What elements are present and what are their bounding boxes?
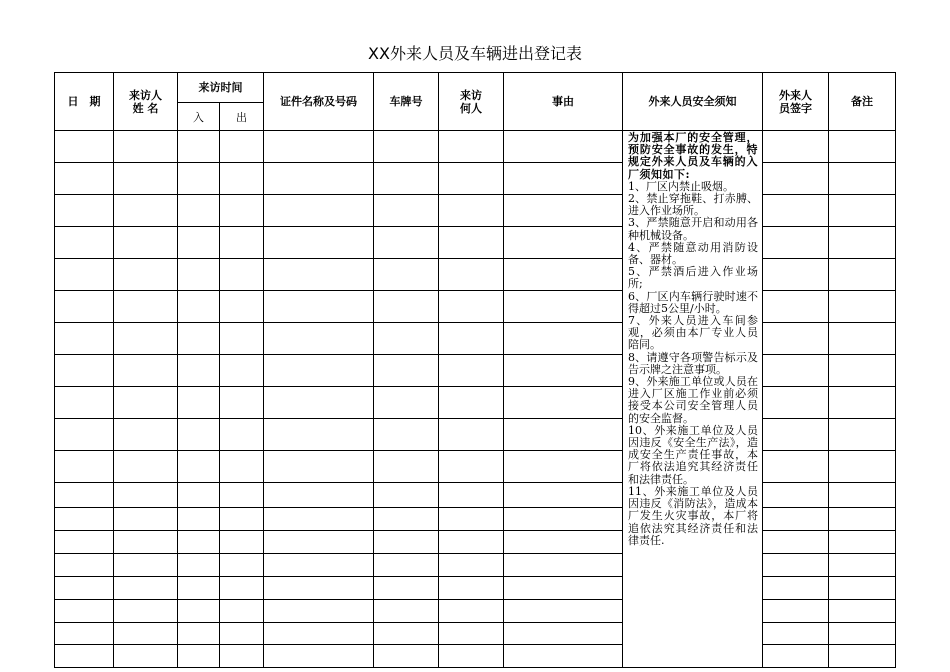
notice-item: 6、厂区内车辆行驶时速不得超过5公里/小时。: [628, 289, 758, 315]
entry-cell[interactable]: [178, 508, 220, 531]
entry-cell[interactable]: [829, 419, 896, 451]
form-title: XX外来人员及车辆进出登记表: [368, 44, 582, 63]
entry-cell[interactable]: [439, 577, 504, 600]
entry-cell[interactable]: [763, 163, 829, 195]
entry-cell[interactable]: [220, 508, 264, 531]
entry-cell[interactable]: [504, 577, 623, 600]
entry-cell[interactable]: [55, 600, 114, 623]
entry-cell[interactable]: [829, 623, 896, 645]
entry-cell[interactable]: [178, 259, 220, 291]
entry-cell[interactable]: [264, 645, 374, 668]
entry-cell[interactable]: [55, 623, 114, 645]
entry-cell[interactable]: [114, 259, 178, 291]
entry-cell[interactable]: [504, 387, 623, 419]
entry-cell[interactable]: [374, 508, 439, 531]
entry-cell[interactable]: [504, 600, 623, 623]
entry-cell[interactable]: [114, 323, 178, 355]
entry-cell[interactable]: [178, 387, 220, 419]
table-row: [55, 623, 896, 645]
entry-cell[interactable]: [374, 419, 439, 451]
entry-cell[interactable]: [178, 451, 220, 483]
entry-cell[interactable]: [264, 419, 374, 451]
entry-cell[interactable]: [114, 483, 178, 508]
entry-cell[interactable]: [504, 227, 623, 259]
notice-intro: 为加强本厂的安全管理，预防安全事故的发生，特规定外来人员及车辆的入厂须知如下:: [628, 131, 758, 181]
entry-cell[interactable]: [504, 131, 623, 163]
entry-cell[interactable]: [55, 531, 114, 554]
table-row: [55, 291, 896, 323]
notice-item: 1、厂区内禁止吸烟。: [628, 179, 734, 193]
entry-cell[interactable]: [55, 323, 114, 355]
entry-cell[interactable]: [829, 291, 896, 323]
entry-cell[interactable]: [829, 163, 896, 195]
entry-cell[interactable]: [55, 163, 114, 195]
entry-cell[interactable]: [220, 195, 264, 227]
entry-cell[interactable]: [220, 259, 264, 291]
entry-cell[interactable]: [178, 623, 220, 645]
entry-cell[interactable]: [55, 387, 114, 419]
entry-cell[interactable]: [114, 645, 178, 668]
entry-cell[interactable]: [220, 577, 264, 600]
entry-cell[interactable]: [55, 577, 114, 600]
entry-cell[interactable]: [439, 323, 504, 355]
entry-cell[interactable]: [178, 577, 220, 600]
entry-cell[interactable]: [763, 483, 829, 508]
entry-cell[interactable]: [220, 131, 264, 163]
entry-cell[interactable]: [55, 645, 114, 668]
notice-item: 11、外来施工单位及人员因违反《消防法》，造成本厂发生火灾事故，本厂将追依法究其经济责任和法律责任.: [628, 484, 758, 547]
entry-cell[interactable]: [374, 600, 439, 623]
entry-cell[interactable]: [264, 554, 374, 577]
entry-cell[interactable]: [374, 451, 439, 483]
entry-cell[interactable]: [829, 355, 896, 387]
notice-item: 7、外来人员进入车间参观，必须由本厂专业人员陪同。: [628, 314, 758, 352]
entry-cell[interactable]: [829, 645, 896, 668]
entry-cell[interactable]: [763, 554, 829, 577]
entry-cell[interactable]: [374, 645, 439, 668]
entry-cell[interactable]: [374, 291, 439, 323]
table-row: [55, 554, 896, 577]
entry-cell[interactable]: [374, 483, 439, 508]
entry-cell[interactable]: [439, 419, 504, 451]
header-visitor-signature: 外来人 员签字: [763, 73, 829, 131]
entry-cell[interactable]: [220, 387, 264, 419]
entry-cell[interactable]: [264, 227, 374, 259]
header-time-out: 出: [220, 103, 264, 131]
entry-cell[interactable]: [264, 483, 374, 508]
entry-cell[interactable]: [178, 227, 220, 259]
table-row: [55, 483, 896, 508]
entry-cell[interactable]: [829, 131, 896, 163]
entry-cell[interactable]: [114, 508, 178, 531]
table-row: [55, 355, 896, 387]
entry-cell[interactable]: [829, 259, 896, 291]
entry-cell[interactable]: [439, 355, 504, 387]
header-safety-notice: 外来人员安全须知: [623, 73, 763, 131]
entry-cell[interactable]: [220, 227, 264, 259]
entry-cell[interactable]: [763, 419, 829, 451]
entry-cell[interactable]: [264, 600, 374, 623]
table-row: [55, 131, 896, 163]
entry-cell[interactable]: [55, 451, 114, 483]
entry-cell[interactable]: [829, 323, 896, 355]
notice-item: 3、严禁随意开启和动用各种机械设备。: [628, 216, 758, 242]
entry-cell[interactable]: [178, 355, 220, 387]
entry-cell[interactable]: [829, 227, 896, 259]
entry-cell[interactable]: [504, 195, 623, 227]
entry-cell[interactable]: [374, 387, 439, 419]
entry-cell[interactable]: [264, 291, 374, 323]
entry-cell[interactable]: [178, 323, 220, 355]
entry-cell[interactable]: [763, 387, 829, 419]
entry-cell[interactable]: [829, 577, 896, 600]
entry-cell[interactable]: [114, 623, 178, 645]
entry-cell[interactable]: [374, 227, 439, 259]
entry-cell[interactable]: [504, 451, 623, 483]
entry-cell[interactable]: [220, 600, 264, 623]
entry-cell[interactable]: [374, 554, 439, 577]
entry-cell[interactable]: [114, 419, 178, 451]
header-date: 日 期: [55, 73, 114, 131]
entry-cell[interactable]: [504, 554, 623, 577]
header-plate-number: 车牌号: [374, 73, 439, 131]
entry-cell[interactable]: [504, 419, 623, 451]
header-visitor-name: 来访人 姓 名: [114, 73, 178, 131]
entry-cell[interactable]: [763, 623, 829, 645]
entry-cell[interactable]: [220, 623, 264, 645]
registration-table: [54, 72, 896, 668]
entry-cell[interactable]: [504, 623, 623, 645]
entry-cell[interactable]: [264, 259, 374, 291]
entry-cell[interactable]: [763, 508, 829, 531]
table-row: [55, 387, 896, 419]
header-visit-time: 来访时间: [178, 73, 264, 103]
entry-cell[interactable]: [264, 531, 374, 554]
entry-cell[interactable]: [55, 195, 114, 227]
entry-cell[interactable]: [55, 131, 114, 163]
notice-item: 8、请遵守各项警告标示及告示牌之注意事项。: [628, 350, 758, 376]
entry-cell[interactable]: [504, 259, 623, 291]
entry-cell[interactable]: [504, 355, 623, 387]
entry-cell[interactable]: [264, 131, 374, 163]
entry-cell[interactable]: [178, 131, 220, 163]
entry-cell[interactable]: [504, 645, 623, 668]
entry-cell[interactable]: [55, 355, 114, 387]
entry-cell[interactable]: [55, 508, 114, 531]
entry-cell[interactable]: [439, 600, 504, 623]
notice-item: 10、外来施工单位及人员因违反《安全生产法》，造成安全生产责任事故，本厂将依法追究其经济责任和法律责任。: [628, 423, 758, 486]
entry-cell[interactable]: [504, 291, 623, 323]
entry-cell[interactable]: [439, 508, 504, 531]
entry-cell[interactable]: [114, 163, 178, 195]
header-host: 来访 何人: [439, 73, 504, 131]
entry-cell[interactable]: [264, 508, 374, 531]
entry-cell[interactable]: [55, 291, 114, 323]
entry-cell[interactable]: [439, 131, 504, 163]
header-id-document: 证件名称及号码: [264, 73, 374, 131]
entry-cell[interactable]: [220, 323, 264, 355]
entry-cell[interactable]: [114, 531, 178, 554]
entry-cell[interactable]: [114, 227, 178, 259]
header-time-in: 入: [178, 103, 220, 131]
entry-cell[interactable]: [220, 483, 264, 508]
entry-cell[interactable]: [439, 291, 504, 323]
entry-cell[interactable]: [220, 645, 264, 668]
entry-cell[interactable]: [55, 419, 114, 451]
entry-cell[interactable]: [114, 577, 178, 600]
entry-cell[interactable]: [763, 291, 829, 323]
entry-cell[interactable]: [763, 531, 829, 554]
entry-cell[interactable]: [829, 387, 896, 419]
entry-cell[interactable]: [114, 451, 178, 483]
entry-cell[interactable]: [114, 600, 178, 623]
table-row: [55, 645, 896, 668]
notice-item: 9、外来施工单位或人员在进入厂区施工作业前必须接受本公司安全管理人员的安全监督。: [628, 375, 758, 425]
entry-cell[interactable]: [114, 291, 178, 323]
table-row: [55, 195, 896, 227]
entry-cell[interactable]: [439, 227, 504, 259]
table-row: [55, 600, 896, 623]
entry-cell[interactable]: [763, 451, 829, 483]
table-row: [55, 531, 896, 554]
entry-cell[interactable]: [439, 554, 504, 577]
entry-cell[interactable]: [178, 483, 220, 508]
entry-cell[interactable]: [114, 387, 178, 419]
entry-cell[interactable]: [439, 387, 504, 419]
entry-cell[interactable]: [55, 227, 114, 259]
entry-cell[interactable]: [178, 291, 220, 323]
header-remarks: 备注: [829, 73, 896, 131]
entry-cell[interactable]: [178, 531, 220, 554]
entry-cell[interactable]: [763, 577, 829, 600]
entry-cell[interactable]: [763, 195, 829, 227]
entry-cell[interactable]: [504, 323, 623, 355]
entry-cell[interactable]: [439, 531, 504, 554]
entry-cell[interactable]: [829, 600, 896, 623]
entry-cell[interactable]: [220, 419, 264, 451]
entry-cell[interactable]: [55, 259, 114, 291]
entry-cell[interactable]: [264, 163, 374, 195]
entry-cell[interactable]: [220, 451, 264, 483]
entry-cell[interactable]: [829, 483, 896, 508]
entry-cell[interactable]: [374, 531, 439, 554]
entry-cell[interactable]: [55, 483, 114, 508]
entry-cell[interactable]: [763, 645, 829, 668]
entry-cell[interactable]: [504, 531, 623, 554]
entry-cell[interactable]: [264, 451, 374, 483]
safety-notice-content: [623, 131, 763, 668]
entry-cell[interactable]: [374, 577, 439, 600]
entry-cell[interactable]: [55, 554, 114, 577]
entry-cell[interactable]: [439, 645, 504, 668]
entry-cell[interactable]: [264, 623, 374, 645]
entry-cell[interactable]: [374, 195, 439, 227]
table-row: [55, 577, 896, 600]
entry-cell[interactable]: [829, 195, 896, 227]
entry-cell[interactable]: [114, 131, 178, 163]
entry-cell[interactable]: [763, 355, 829, 387]
entry-cell[interactable]: [178, 195, 220, 227]
entry-cell[interactable]: [374, 355, 439, 387]
entry-cell[interactable]: [114, 355, 178, 387]
header-reason: 事由: [504, 73, 623, 131]
entry-cell[interactable]: [439, 623, 504, 645]
table-row: [55, 227, 896, 259]
entry-cell[interactable]: [220, 554, 264, 577]
entry-cell[interactable]: [504, 508, 623, 531]
entry-cell[interactable]: [114, 554, 178, 577]
entry-cell[interactable]: [374, 259, 439, 291]
entry-cell[interactable]: [220, 531, 264, 554]
entry-cell[interactable]: [264, 577, 374, 600]
entry-cell[interactable]: [439, 259, 504, 291]
entry-cell[interactable]: [374, 163, 439, 195]
entry-cell[interactable]: [439, 483, 504, 508]
entry-cell[interactable]: [264, 355, 374, 387]
table-row: [55, 508, 896, 531]
entry-cell[interactable]: [220, 355, 264, 387]
entry-cell[interactable]: [178, 163, 220, 195]
entry-cell[interactable]: [439, 451, 504, 483]
entry-cell[interactable]: [114, 195, 178, 227]
entry-cell[interactable]: [178, 554, 220, 577]
entry-cell[interactable]: [439, 163, 504, 195]
notice-item: 4、严禁随意动用消防设备、器材。: [628, 240, 758, 267]
notice-item: 5、严禁酒后进入作业场所;: [628, 265, 758, 291]
entry-cell[interactable]: [763, 323, 829, 355]
table-row: [55, 163, 896, 195]
entry-cell[interactable]: [178, 645, 220, 668]
entry-cell[interactable]: [504, 163, 623, 195]
entry-cell[interactable]: [264, 195, 374, 227]
entry-cell[interactable]: [829, 554, 896, 577]
entry-cell[interactable]: [829, 531, 896, 554]
entry-cell[interactable]: [763, 600, 829, 623]
table-row: [55, 323, 896, 355]
entry-cell[interactable]: [374, 623, 439, 645]
entry-cell[interactable]: [264, 323, 374, 355]
entry-cell[interactable]: [504, 483, 623, 508]
entry-cell[interactable]: [763, 131, 829, 163]
notice-item: 2、禁止穿拖鞋、打赤膊、进入作业场所。: [628, 192, 758, 218]
table-row: [55, 419, 896, 451]
table-row: [55, 451, 896, 483]
entry-cell[interactable]: [439, 195, 504, 227]
entry-cell[interactable]: [178, 419, 220, 451]
entry-cell[interactable]: [178, 600, 220, 623]
entry-cell[interactable]: [829, 451, 896, 483]
entry-cell[interactable]: [829, 508, 896, 531]
entry-cell[interactable]: [374, 323, 439, 355]
entry-cell[interactable]: [220, 291, 264, 323]
entry-cell[interactable]: [374, 131, 439, 163]
entry-cell[interactable]: [763, 227, 829, 259]
table-row: [55, 259, 896, 291]
entry-cell[interactable]: [220, 163, 264, 195]
entry-cell[interactable]: [264, 387, 374, 419]
entry-cell[interactable]: [763, 259, 829, 291]
